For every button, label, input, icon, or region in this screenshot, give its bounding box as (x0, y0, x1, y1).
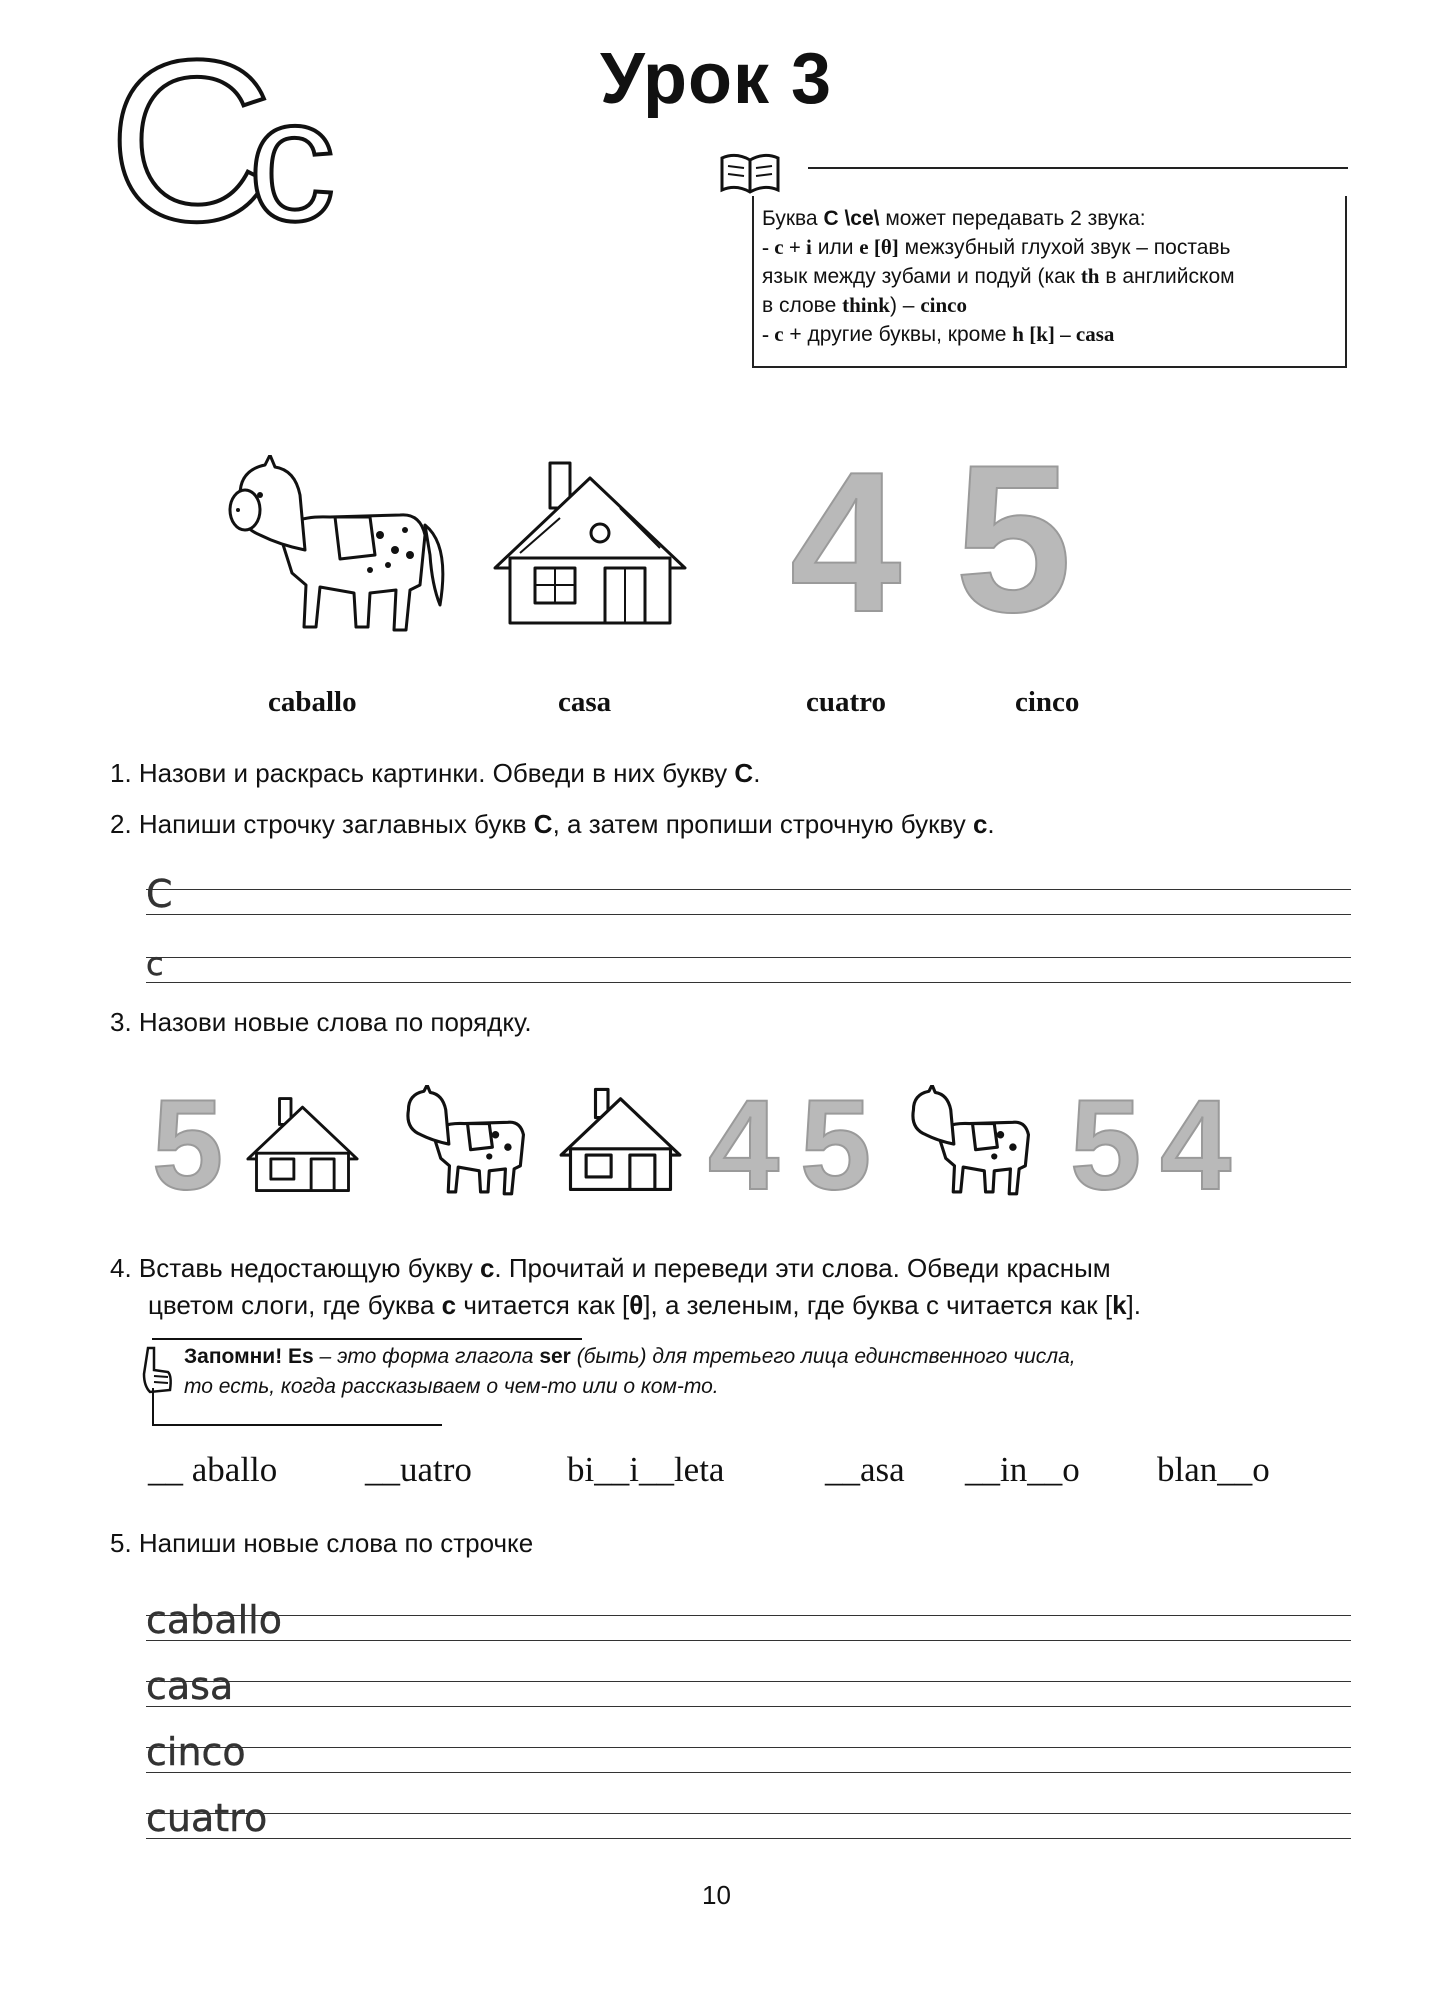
task-4-line-2: цветом слоги, где буква c читается как [θ], а зеленым, где буква с читается как [k]. (148, 1290, 1141, 1320)
trace-word-caballo: caballo (146, 1598, 282, 1642)
seq-number-4: 4 (708, 1074, 780, 1217)
rule-line-5: - c + другие буквы, кроме h [k] – casa (762, 322, 1115, 346)
pointing-hand-icon (140, 1346, 174, 1396)
fill-word-cuatro[interactable]: __uatro (365, 1450, 472, 1489)
fill-word-caballo[interactable]: __ aballo (148, 1450, 278, 1489)
rule-line-4: в слове think) – cinco (762, 293, 967, 317)
horse-illustration (220, 455, 450, 640)
rule-line-2: - c + i или e [θ] межзубный глухой звук – поставь (762, 235, 1231, 259)
word-caballo: caballo (268, 686, 357, 718)
house-illustration (490, 458, 690, 633)
task-4-line-1: 4. Вставь недостающую букву c. Прочитай и переведи эти слова. Обведи красным (110, 1253, 1111, 1283)
number-four-picture: 4 (790, 431, 902, 654)
seq-horse-illustration (395, 1085, 540, 1200)
writing-line (146, 914, 1351, 915)
trace-word-cuatro: cuatro (146, 1796, 268, 1840)
big-upper-c: C (108, 42, 275, 252)
word-cinco: cinco (1015, 686, 1080, 718)
fill-word-blanco[interactable]: blan__o (1157, 1450, 1270, 1489)
writing-line (146, 1681, 1351, 1682)
rule-box (752, 196, 1347, 368)
seq-horse-illustration-2 (900, 1085, 1045, 1200)
remember-left-line (152, 1388, 154, 1424)
writing-line (146, 1772, 1351, 1773)
number-five-picture: 5 (955, 421, 1072, 656)
seq-house-illustration (245, 1092, 360, 1200)
word-cuatro: cuatro (806, 686, 887, 718)
task-5: 5. Напиши новые слова по строчке (110, 1528, 534, 1558)
writing-line (146, 1838, 1351, 1839)
task-3: 3. Назови новые слова по порядку. (110, 1007, 532, 1037)
fill-word-casa[interactable]: __asa (825, 1450, 905, 1489)
seq-number-5: 5 (152, 1074, 224, 1217)
remember-bottom-line (152, 1424, 442, 1426)
writing-line (146, 957, 1351, 958)
writing-line (146, 1813, 1351, 1814)
trace-word-cinco: cinco (146, 1730, 246, 1774)
task-1: 1. Назови и раскрась картинки. Обведи в них букву C. (110, 758, 761, 788)
seq-number-5c: 5 (1070, 1074, 1142, 1217)
writing-line (146, 982, 1351, 983)
rule-box-top-line (808, 167, 1348, 169)
page-title: Урок 3 (600, 39, 833, 119)
page-number: 10 (702, 1880, 731, 1910)
task-2: 2. Напиши строчку заглавных букв C, а затем пропиши строчную букву c. (110, 809, 995, 839)
seq-number-5b: 5 (800, 1074, 872, 1217)
writing-line (146, 889, 1351, 890)
seq-number-4b: 4 (1160, 1074, 1232, 1217)
remember-note (140, 1338, 1240, 1426)
word-casa: casa (558, 686, 612, 718)
seq-house-illustration-2 (558, 1082, 683, 1200)
remember-top-line (152, 1338, 582, 1340)
big-lower-c: c (248, 63, 336, 252)
trace-lower-c: c (146, 945, 164, 983)
rule-line-1: Буква C \ce\ может передавать 2 звука: (762, 207, 1146, 230)
fill-word-bicicleta[interactable]: bi__i__leta (567, 1450, 725, 1489)
writing-line (146, 1706, 1351, 1707)
trace-upper-c: C (146, 872, 173, 916)
remember-text: Запомни! Es – это форма глагола ser (быть) для третьего лица единственного числа, то есть, когда рассказываем о чем-то или о ком-то. (184, 1345, 1076, 1398)
writing-line (146, 1747, 1351, 1748)
rule-line-3: язык между зубами и подуй (как th в английском (762, 264, 1235, 288)
fill-word-cinco[interactable]: __in__o (965, 1450, 1080, 1489)
book-icon (718, 150, 782, 196)
writing-line (146, 1615, 1351, 1616)
trace-word-casa: casa (146, 1664, 234, 1708)
big-letter-cc (108, 42, 388, 252)
writing-line (146, 1640, 1351, 1641)
